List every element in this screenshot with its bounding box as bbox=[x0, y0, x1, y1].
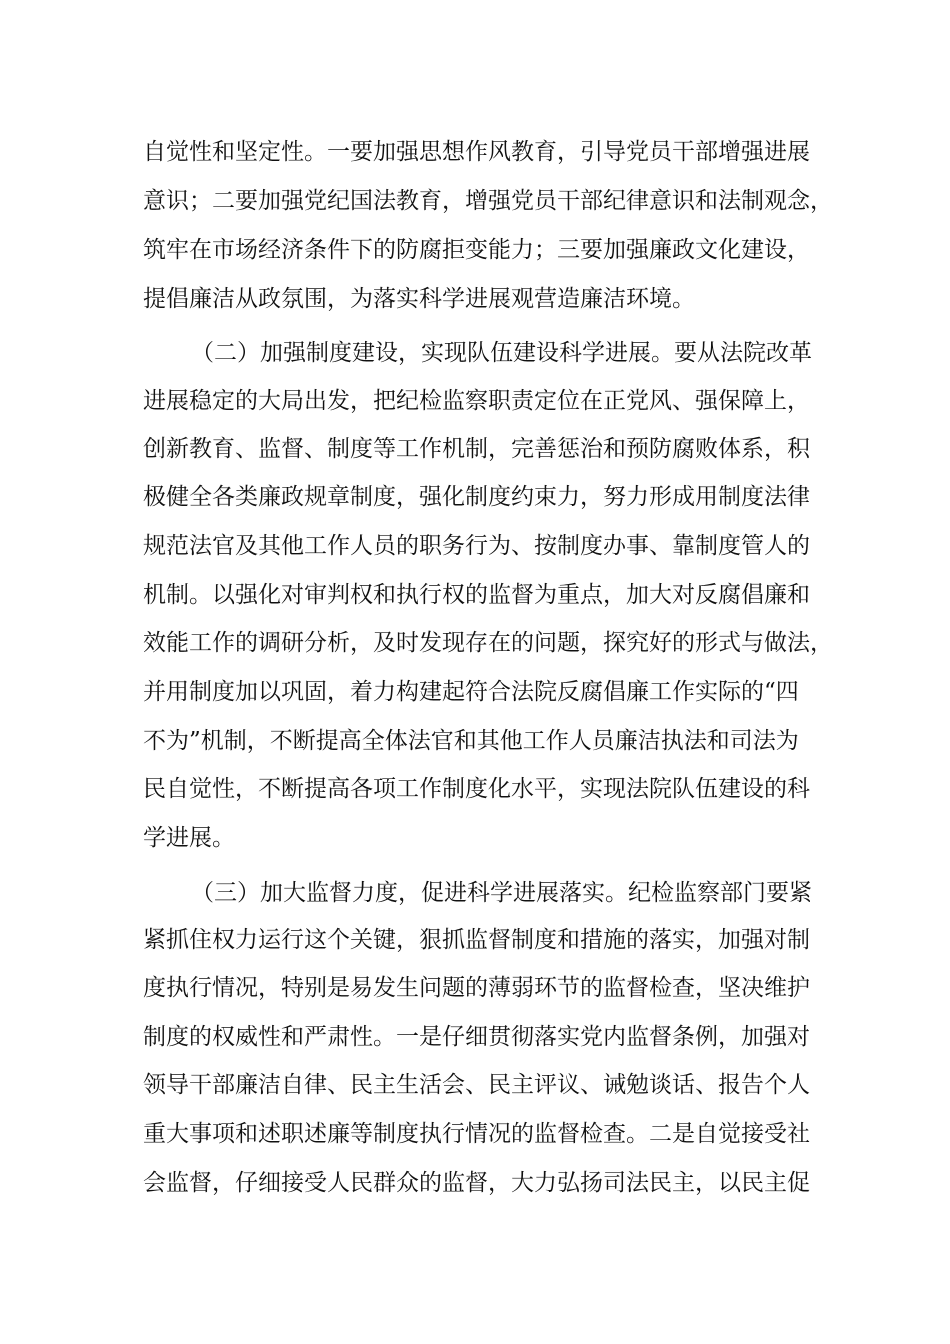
text-line: 重大事项和述职述廉等制度执行情况的监督检查。二是自觉接受社 bbox=[143, 1121, 810, 1147]
text-line: 并用制度加以巩固，着力构建起符合法院反腐倡廉工作实际的“四 bbox=[143, 679, 799, 705]
text-line: 提倡廉洁从政氛围，为落实科学进展观营造廉洁环境。 bbox=[143, 286, 695, 312]
text-line: 会监督，仔细接受人民群众的监督，大力弘扬司法民主，以民主促 bbox=[143, 1170, 810, 1196]
text-line: 领导干部廉洁自律、民主生活会、民主评议、诫勉谈话、报告个人 bbox=[143, 1072, 810, 1098]
text-line: 机制。以强化对审判权和执行权的监督为重点，加大对反腐倡廉和 bbox=[143, 582, 810, 608]
text-line: 筑牢在市场经济条件下的防腐拒变能力；三要加强廉政文化建设， bbox=[143, 237, 810, 263]
text-line: 制度的权威性和严肃性。一是仔细贯彻落实党内监督条例，加强对 bbox=[143, 1024, 810, 1050]
text-line: 度执行情况，特别是易发生问题的薄弱环节的监督检查，坚决维护 bbox=[143, 975, 810, 1001]
text-line: 自觉性和坚定性。一要加强思想作风教育，引导党员干部增强进展 bbox=[143, 139, 810, 165]
text-line: 进展稳定的大局出发，把纪检监察职责定位在正党风、强保障上， bbox=[143, 388, 810, 414]
paragraph-heading-line: （三）加大监督力度，促进科学进展落实。纪检监察部门要紧 bbox=[191, 880, 812, 906]
text-line: 民自觉性，不断提高各项工作制度化水平，实现法院队伍建设的科 bbox=[143, 776, 810, 802]
text-line: 紧抓住权力运行这个关键，狠抓监督制度和措施的落实，加强对制 bbox=[143, 927, 810, 953]
text-line: 极健全各类廉政规章制度，强化制度约束力，努力形成用制度法律 bbox=[143, 484, 810, 510]
text-line: 学进展。 bbox=[143, 825, 235, 851]
text-line: 不为”机制，不断提高全体法官和其他工作人员廉洁执法和司法为 bbox=[143, 728, 799, 754]
text-line: 效能工作的调研分析，及时发现存在的问题，探究好的形式与做法， bbox=[143, 630, 833, 656]
text-line: 创新教育、监督、制度等工作机制，完善惩治和预防腐败体系，积 bbox=[143, 436, 810, 462]
paragraph-heading-line: （二）加强制度建设，实现队伍建设科学进展。要从法院改革 bbox=[191, 340, 812, 366]
text-line: 规范法官及其他工作人员的职务行为、按制度办事、靠制度管人的 bbox=[143, 533, 810, 559]
text-line: 意识；二要加强党纪国法教育，增强党员干部纪律意识和法制观念， bbox=[143, 188, 833, 214]
